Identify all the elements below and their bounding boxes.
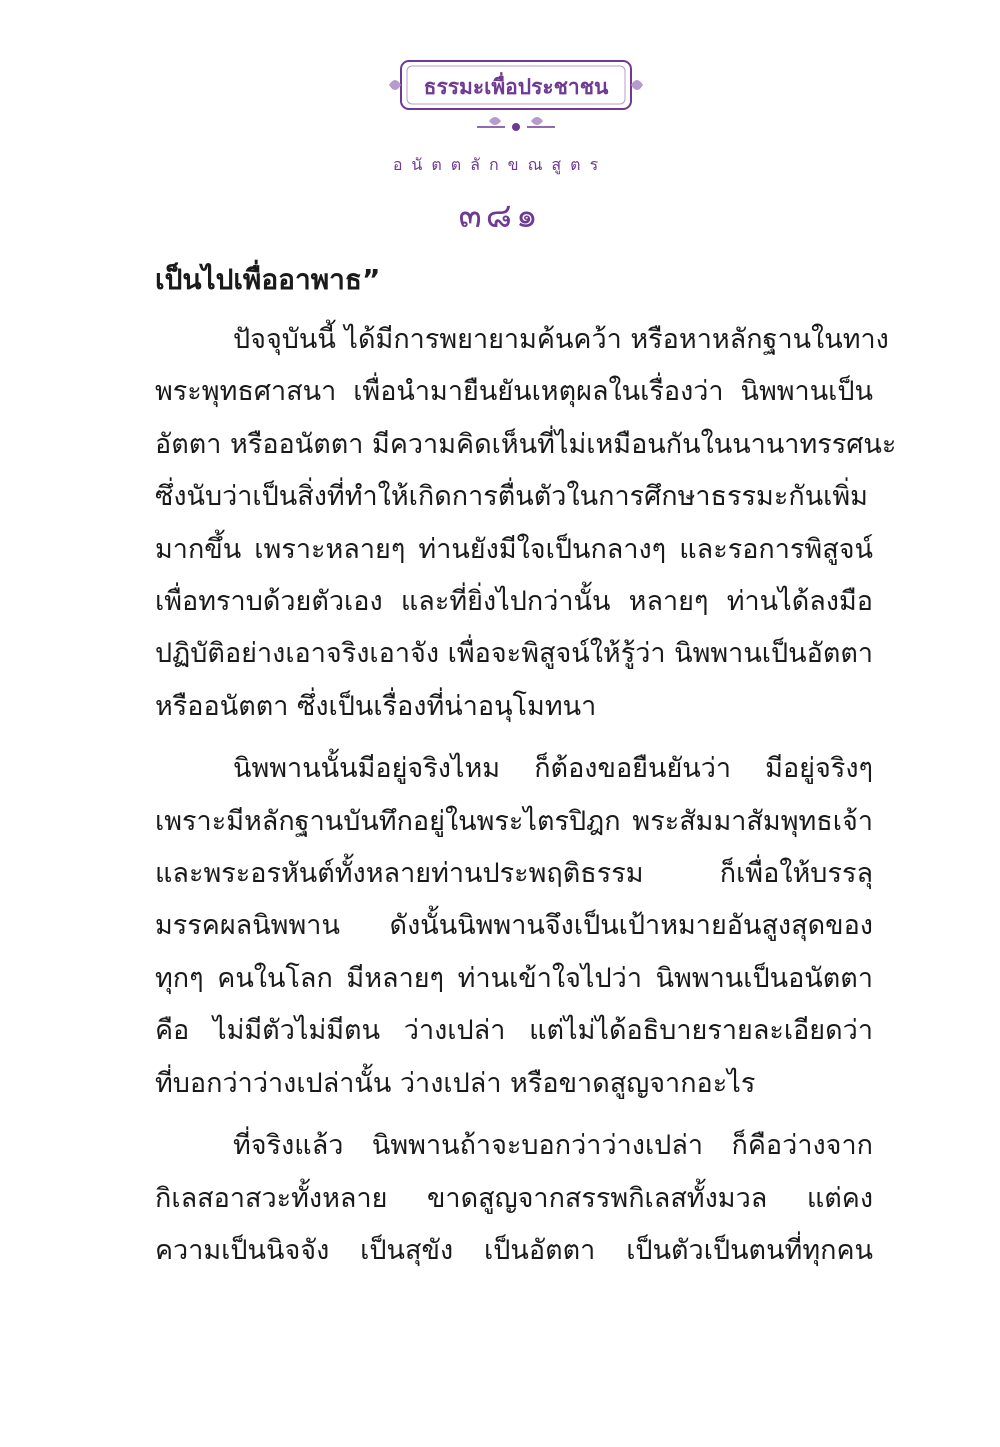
logo-text: ธรรมะเพื่อประชาชน [423, 75, 609, 99]
page-header [0, 0, 1000, 240]
text-line: เพื่อทราบด้วยตัวเอง และที่ยิ่งไปกว่านั้น หลายๆ ท่านได้ลงมือ [155, 586, 873, 618]
text-line: มรรคผลนิพพาน ดังนั้นนิพพานจึงเป็นเป้าหมายอันสูงสุดของ [155, 910, 873, 942]
text-line: ที่จริงแล้ว นิพพานถ้าจะบอกว่าว่างเปล่า ก็คือว่างจาก [233, 1130, 873, 1162]
text-line: อัตตา หรืออนัตตา มีความคิดเห็นที่ไม่เหมือนกันในนานาทรรศนะ [155, 428, 897, 460]
book-logo [385, 55, 647, 153]
text-line: นิพพานนั้นมีอยู่จริงไหม ก็ต้องขอยืนยันว่า มีอยู่จริงๆ [233, 753, 873, 785]
ornamental-frame-icon [385, 55, 647, 153]
text-line: ปัจจุบันนี้ ได้มีการพยายามค้นคว้า หรือหาหลักฐานในทาง [233, 324, 889, 355]
text-line: คือ ไม่มีตัวไม่มีตน ว่างเปล่า แต่ไม่ได้อธิบายรายละเอียดว่า [155, 1015, 873, 1047]
paragraph [155, 743, 873, 1110]
text-line: เพราะมีหลักฐานบันทึกอยู่ในพระไตรปิฎก พระสัมมาสัมพุทธเจ้า [155, 805, 873, 837]
text-line: ปฏิบัติอย่างเอาจริงเอาจัง เพื่อจะพิสูจน์ให้รู้ว่า นิพพานเป็นอัตตา [155, 638, 874, 670]
text-line: มากขึ้น เพราะหลายๆ ท่านยังมีใจเป็นกลางๆ และรอการพิสูจน์ [155, 533, 873, 565]
text-line: พระพุทธศาสนา เพื่อนำมายืนยันเหตุผลในเรื่องว่า นิพพานเป็น [155, 376, 873, 408]
section-heading: เป็นไปเพื่ออาพาธ” [155, 263, 381, 296]
text-line: ที่บอกว่าว่างเปล่านั้น ว่างเปล่า หรือขาดสูญจากอะไร [155, 1067, 756, 1099]
paragraph-list [155, 314, 897, 1277]
text-line: และพระอรหันต์ทั้งหลายท่านประพฤติธรรม ก็เพื่อให้บรรลุ [155, 858, 873, 890]
paragraph [155, 1120, 873, 1277]
text-line: หรืออนัตตา ซึ่งเป็นเรื่องที่น่าอนุโมทนา [155, 690, 597, 722]
document-body [155, 258, 897, 1287]
text-line: ทุกๆ คนในโลก มีหลายๆ ท่านเข้าใจไปว่า นิพพานเป็นอนัตตา [155, 962, 873, 994]
text-line: ความเป็นนิจจัง เป็นสุขัง เป็นอัตตา เป็นตัวเป็นตนที่ทุกคน [155, 1234, 873, 1266]
text-line: กิเลสอาสวะทั้งหลาย ขาดสูญจากสรรพกิเลสทั้งมวล แต่คง [155, 1182, 873, 1214]
chapter-subtitle: อนัตตลักขณสูตร [392, 155, 608, 174]
page-number: ๓๘๑ [458, 196, 542, 236]
text-line: ซึ่งนับว่าเป็นสิ่งที่ทำให้เกิดการตื่นตัวในการศึกษาธรรมะกันเพิ่ม [155, 481, 868, 513]
paragraph [155, 314, 897, 733]
